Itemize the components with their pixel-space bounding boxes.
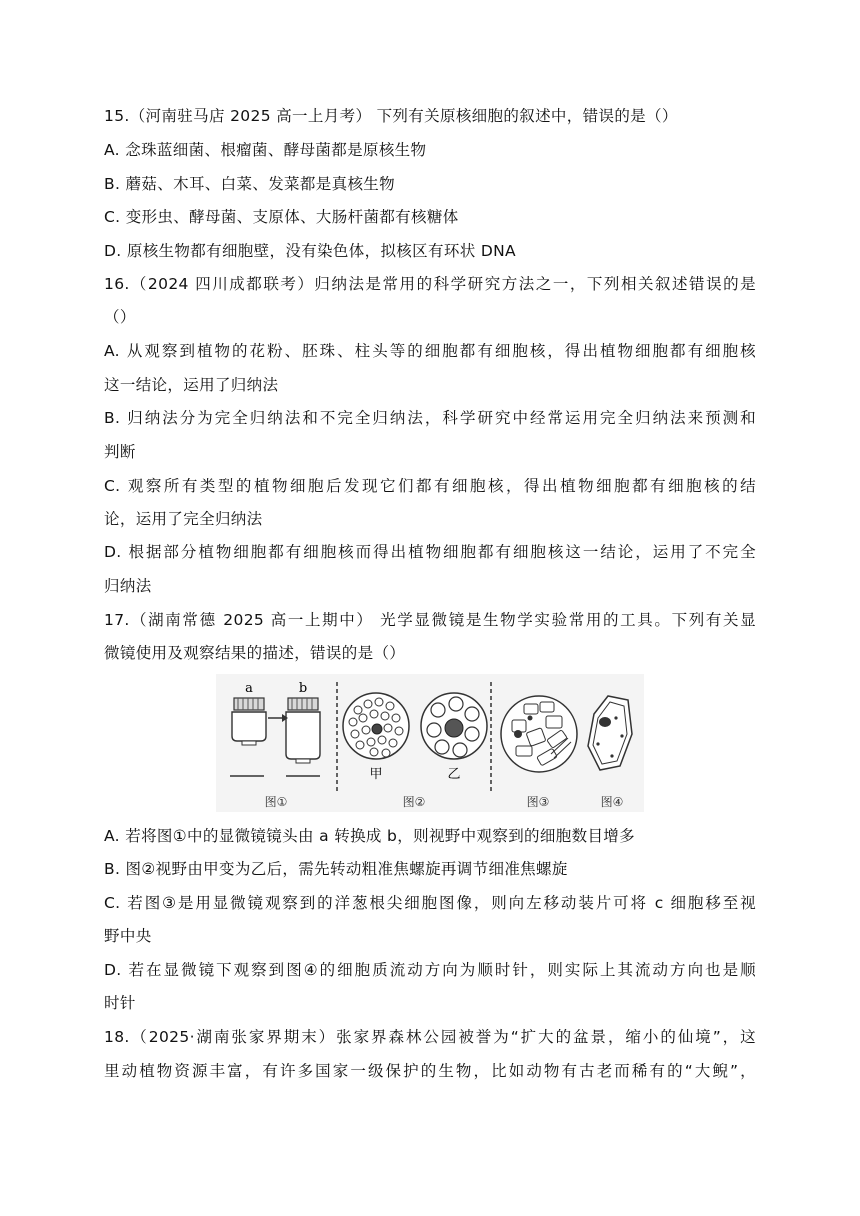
caption-fig4: 图④ — [600, 795, 624, 809]
q15-option-d: D. 原核生物都有细胞壁，没有染色体，拟核区有环状 DNA — [104, 242, 517, 260]
q18-stem: 18.（2025·湖南张家界期末）张家界森林公园被誉为“扩大的盆景，缩小的仙境”，这 — [104, 1028, 756, 1046]
q16-option-a-cont: 这一结论，运用了归纳法 — [104, 376, 279, 394]
q15-stem: 15.（河南驻马店 2025 高一上月考） 下列有关原核细胞的叙述中，错误的是（） — [104, 107, 678, 125]
microscope-figure — [216, 674, 644, 812]
q16-option-d: D. 根据部分植物细胞都有细胞核而得出植物细胞都有细胞核这一结论，运用了不完全 — [104, 543, 756, 561]
q16-option-a: A. 从观察到植物的花粉、胚珠、柱头等的细胞都有细胞核，得出植物细胞都有细胞核 — [104, 342, 756, 360]
q17-stem-cont: 微镜使用及观察结果的描述，错误的是（） — [104, 644, 406, 662]
q15-option-c: C. 变形虫、酵母菌、支原体、大肠杆菌都有核糖体 — [104, 208, 459, 226]
q16-option-c-cont: 论，运用了完全归纳法 — [104, 510, 263, 528]
q15-option-a: A. 念珠蓝细菌、根瘤菌、酵母菌都是原核生物 — [104, 141, 427, 159]
q17-option-d: D. 若在显微镜下观察到图④的细胞质流动方向为顺时针，则实际上其流动方向也是顺 — [104, 961, 756, 979]
q17-option-d-cont: 时针 — [104, 994, 136, 1012]
q16-stem: 16.（2024 四川成都联考）归纳法是常用的科学研究方法之一，下列相关叙述错误的是 — [104, 275, 756, 293]
objective-lens-b — [286, 698, 320, 763]
q16-option-b-cont: 判断 — [104, 443, 136, 461]
q17-option-a: A. 若将图①中的显微镜镜头由 a 转换成 b，则视野中观察到的细胞数目增多 — [104, 827, 636, 845]
q16-option-c: C. 观察所有类型的植物细胞后发现它们都有细胞核，得出植物细胞都有细胞核的结 — [104, 477, 756, 495]
q16-option-d-cont: 归纳法 — [104, 577, 152, 595]
q17-option-b: B. 图②视野由甲变为乙后，需先转动粗准焦螺旋再调节细准焦螺旋 — [104, 860, 568, 878]
q16-stem-cont: （） — [104, 308, 136, 326]
q17-option-c-cont: 野中央 — [104, 927, 152, 945]
label-a: a — [245, 681, 253, 696]
q16-option-b: B. 归纳法分为完全归纳法和不完全归纳法，科学研究中经常运用完全归纳法来预测和 — [104, 409, 756, 427]
q17-stem: 17.（湖南常德 2025 高一上期中） 光学显微镜是生物学实验常用的工具。下列有关显 — [104, 611, 756, 629]
label-yi: 乙 — [447, 767, 461, 782]
label-b: b — [298, 681, 308, 696]
q15-option-b: B. 蘑菇、木耳、白菜、发菜都是真核生物 — [104, 175, 395, 193]
caption-fig2: 图② — [402, 795, 426, 809]
caption-fig1: 图① — [264, 795, 288, 809]
q17-option-c: C. 若图③是用显微镜观察到的洋葱根尖细胞图像，则向左移动装片可将 c 细胞移至视 — [104, 894, 756, 912]
label-jia: 甲 — [369, 767, 383, 782]
q18-stem-cont: 里动植物资源丰富，有许多国家一级保护的生物，比如动物有古老而稀有的“大鲵”， — [104, 1062, 756, 1080]
objective-lens-a — [232, 698, 266, 745]
caption-fig3: 图③ — [526, 795, 550, 809]
